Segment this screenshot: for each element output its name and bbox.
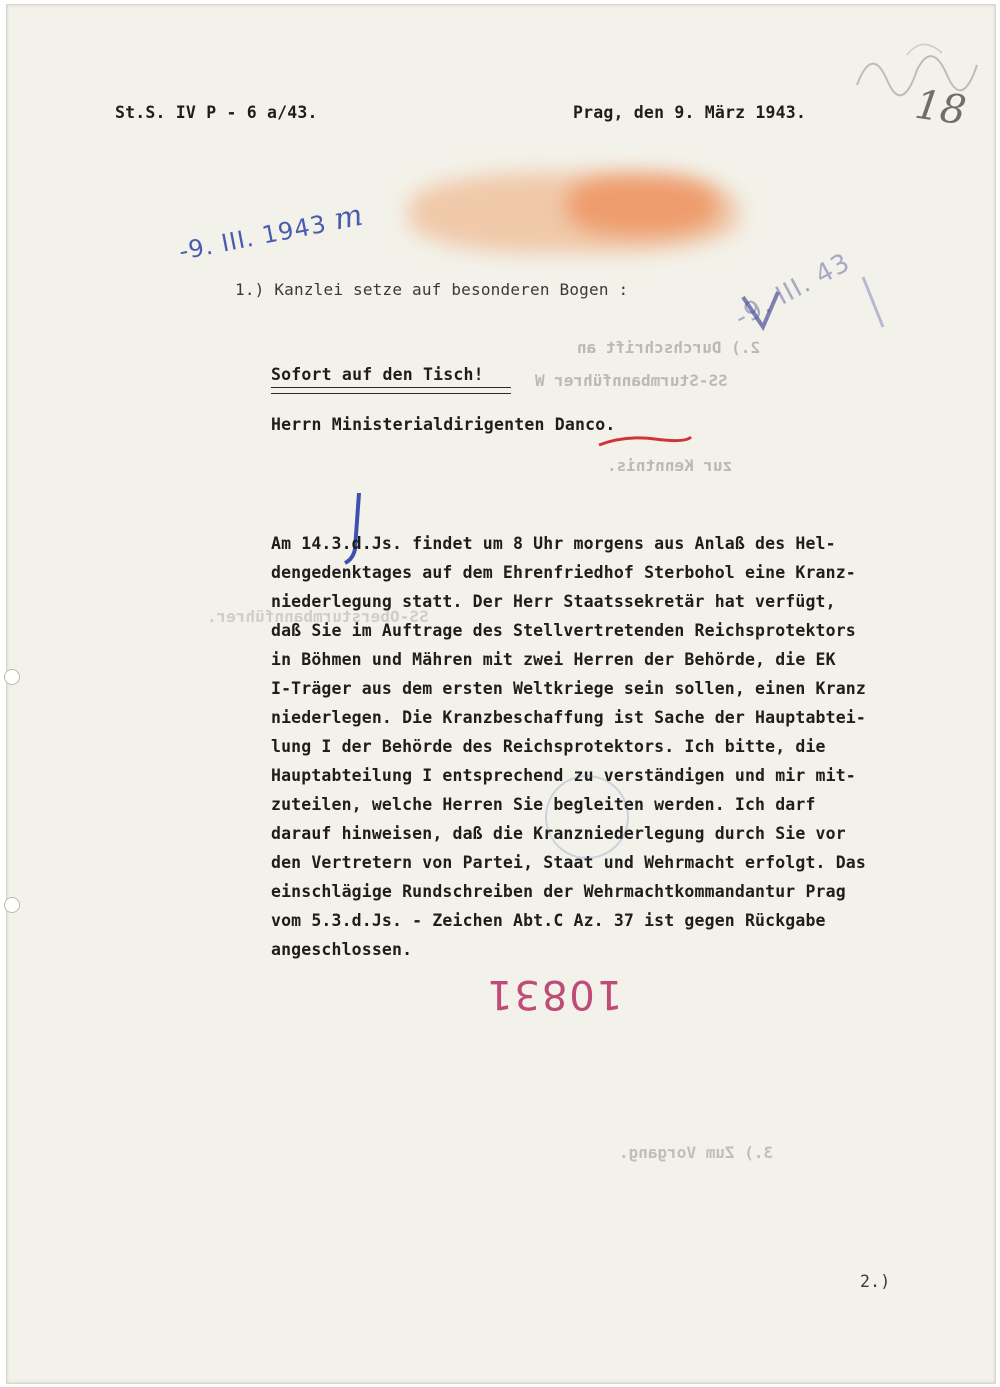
faded-date-stamp: -9. III. 43 xyxy=(729,247,856,334)
document-sheet xyxy=(6,4,996,1384)
body-line-11: darauf hinweisen, daß die Kranzniederlegung durch Sie vor xyxy=(271,824,846,843)
urgent-note: Sofort auf den Tisch! xyxy=(271,365,484,384)
reverse-line-4: SS-Obersturmbannführer. xyxy=(207,607,429,626)
page-continuation: 2.) xyxy=(860,1272,891,1291)
body-line-14: vom 5.3.d.Js. - Zeichen Abt.C Az. 37 ist gegen Rückgabe xyxy=(271,911,826,930)
body-line-2: dengedenktages auf dem Ehrenfriedhof Sterbohol eine Kranz- xyxy=(271,563,856,582)
body-line-13: einschlägige Rundschreiben der Wehrmachtkommandantur Prag xyxy=(271,882,846,901)
pencil-scribble xyxy=(847,25,987,105)
reverse-line-1: 2.) Durchschrift an xyxy=(577,338,761,357)
received-date-stamp xyxy=(176,197,367,267)
received-initial: m xyxy=(331,197,367,238)
body-line-15: angeschlossen. xyxy=(271,940,413,959)
red-number-stamp: 10831 xyxy=(485,971,623,1017)
body-line-6: I-Träger aus dem ersten Weltkriege sein sollen, einen Kranz xyxy=(271,679,866,698)
reverse-line-5: 3.) Zum Vorgang. xyxy=(619,1143,774,1162)
place-date: Prag, den 9. März 1943. xyxy=(573,103,807,122)
recipient-name: Herrn Ministerialdirigenten Danco. xyxy=(271,415,616,434)
received-date: -9. III. 1943 xyxy=(176,209,329,266)
body-line-4: daß Sie im Auftrage des Stellvertretenden Reichsprotektors xyxy=(271,621,856,640)
reference-number: St.S. IV P - 6 a/43. xyxy=(115,103,318,122)
body-line-1: Am 14.3.d.Js. findet um 8 Uhr morgens aus Anlaß des Hel- xyxy=(271,534,836,553)
pencil-folio-number: 18 xyxy=(912,81,969,135)
punch-hole-bottom xyxy=(4,897,20,913)
body-line-9: Hauptabteilung I entsprechend zu verständigen und mir mit- xyxy=(271,766,856,785)
punch-hole-top xyxy=(4,669,20,685)
body-line-12: den Vertretern von Partei, Staat und Wehrmacht erfolgt. Das xyxy=(271,853,866,872)
body-line-8: lung I der Behörde des Reichsprotektors. Ich bitte, die xyxy=(271,737,826,756)
red-pencil-underline xyxy=(595,431,695,453)
reverse-line-2: SS-Sturmbannführer W xyxy=(535,371,728,390)
body-line-7: niederlegen. Die Kranzbeschaffung ist Sache der Hauptabtei- xyxy=(271,708,866,727)
body-line-5: in Böhmen und Mähren mit zwei Herren der Behörde, die EK xyxy=(271,650,836,669)
urgent-double-underline xyxy=(271,387,511,394)
instruction-item-1: 1.) Kanzlei setze auf besonderen Bogen : xyxy=(235,280,629,299)
round-stamp-shadow xyxy=(545,775,629,859)
body-line-3: niederlegung statt. Der Herr Staatssekretär hat verfügt, xyxy=(271,592,836,611)
ink-stain-orange-core xyxy=(567,175,717,235)
body-line-10: zuteilen, welche Herren Sie begleiten werden. Ich darf xyxy=(271,795,816,814)
reverse-line-3: zur Kenntnis. xyxy=(607,456,733,475)
